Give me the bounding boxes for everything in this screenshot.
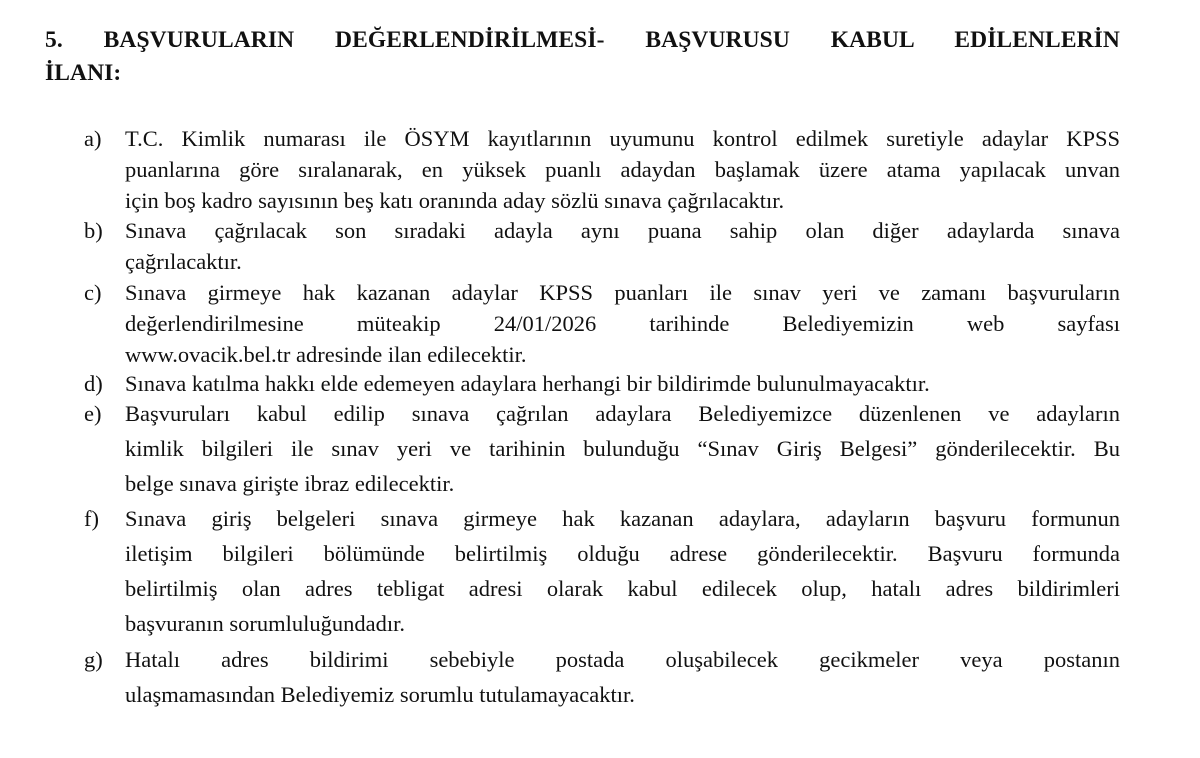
list-item-line: belge sınava girişte ibraz edilecektir. xyxy=(125,471,455,496)
list-item-line: Sınava katılma hakkı elde edemeyen adaylara herhangi bir bildirimde bulunulmayacaktır. xyxy=(125,371,930,396)
list-item-line: çağrılacaktır. xyxy=(125,249,242,274)
list-item-letter: d) xyxy=(84,371,103,396)
list-item-d xyxy=(84,368,1120,399)
list-item-letter: g) xyxy=(84,647,103,672)
list-item-a xyxy=(84,123,1120,216)
list-item-letter: c) xyxy=(84,280,102,305)
list-item-line: başvuranın sorumluluğundadır. xyxy=(125,611,405,636)
list-item-line: değerlendirilmesine müteakip 24/01/2026 tarihinde Belediyemizin web sayfası xyxy=(125,311,1120,336)
list-item-e xyxy=(84,396,1120,501)
list-item-line: www.ovacik.bel.tr adresinde ilan edilecektir. xyxy=(125,342,527,367)
list-item-line: Başvuruları kabul edilip sınava çağrılan adaylara Belediyemizce düzenlenen ve adayların xyxy=(125,401,1120,426)
list-item-line: puanlarına göre sıralanarak, en yüksek puanlı adaydan başlamak üzere atama yapılacak unvan xyxy=(125,157,1120,182)
section-heading-line-2: İLANI: xyxy=(45,60,122,86)
section-heading-line-1: 5. BAŞVURULARIN DEĞERLENDİRİLMESİ- BAŞVURUSU KABUL EDİLENLERİN xyxy=(45,27,1120,53)
list-item-letter: e) xyxy=(84,401,102,426)
list-item-f xyxy=(84,501,1120,641)
list-item-line: Hatalı adres bildirimi sebebiyle postada oluşabilecek gecikmeler veya postanın xyxy=(125,647,1120,672)
list-item-line: Sınava giriş belgeleri sınava girmeye hak kazanan adaylara, adayların başvuru formunun xyxy=(125,506,1120,531)
list-item-letter: b) xyxy=(84,218,103,243)
section-heading xyxy=(45,24,1120,90)
list-item-line: belirtilmiş olan adres tebligat adresi olarak kabul edilecek olup, hatalı adres bildirimleri xyxy=(125,576,1120,601)
list-item-line: Sınava girmeye hak kazanan adaylar KPSS puanları ile sınav yeri ve zamanı başvuruların xyxy=(125,280,1120,305)
list-item-letter: f) xyxy=(84,506,99,531)
list-item-b xyxy=(84,215,1120,277)
list-item-line: kimlik bilgileri ile sınav yeri ve tarihinin bulunduğu “Sınav Giriş Belgesi” gönderilecektir. Bu xyxy=(125,436,1120,461)
list-item-letter: a) xyxy=(84,126,102,151)
list-item-c xyxy=(84,277,1120,370)
list-item-line: Sınava çağrılacak son sıradaki adayla aynı puana sahip olan diğer adaylarda sınava xyxy=(125,218,1120,243)
list-item-line: T.C. Kimlik numarası ile ÖSYM kayıtlarının uyumunu kontrol edilmek suretiyle adaylar KPSS xyxy=(125,126,1120,151)
list-item-line: iletişim bilgileri bölümünde belirtilmiş olduğu adrese gönderilecektir. Başvuru formunda xyxy=(125,541,1120,566)
list-item-g xyxy=(84,642,1120,712)
list-item-line: için boş kadro sayısının beş katı oranında aday sözlü sınava çağrılacaktır. xyxy=(125,188,785,213)
list-item-line: ulaşmamasından Belediyemiz sorumlu tutulamayacaktır. xyxy=(125,682,635,707)
